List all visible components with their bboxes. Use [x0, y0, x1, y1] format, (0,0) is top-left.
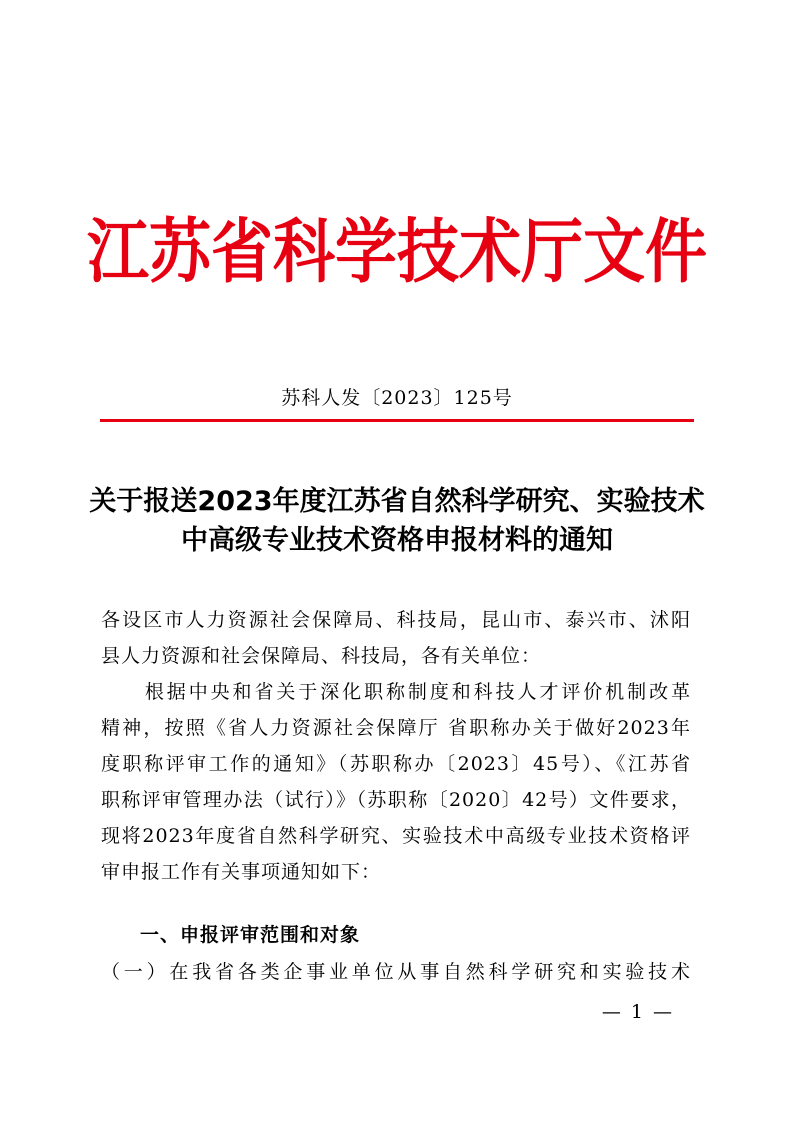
masthead-title: 江苏省科学技术厅文件: [86, 210, 707, 293]
salutation-line-2: 县人力资源和社会保障局、科技局，各有关单位：: [101, 645, 542, 667]
body-line-3: 度职称评审工作的通知》（苏职称办〔2023〕45号）、《江苏省: [101, 753, 691, 775]
notice-title: [80, 482, 714, 560]
salutation-line-1: 各设区市人力资源社会保障局、科技局，昆山市、泰兴市、沭阳: [101, 609, 691, 631]
section-line-1: （一）在我省各类企事业单位从事自然科学研究和实验技术: [101, 961, 691, 983]
section-heading: 一、申报评审范围和对象: [140, 924, 361, 946]
body-line-6: 审申报工作有关事项通知如下：: [101, 861, 382, 883]
red-separator-line: [100, 419, 694, 422]
title-line-2: 中高级专业技术资格申报材料的通知: [181, 525, 613, 556]
body-line-1: 根据中央和省关于深化职称制度和科技人才评价机制改革: [101, 681, 691, 703]
body-line-2: 精神，按照《省人力资源社会保障厅 省职称办关于做好2023年: [101, 717, 691, 739]
body-line-5: 现将2023年度省自然科学研究、实验技术中高级专业技术资格评: [101, 825, 691, 847]
body-paragraph: [101, 674, 691, 890]
section-paragraph: [101, 954, 691, 990]
page-number: — 1 —: [601, 1001, 674, 1023]
salutation: [101, 602, 691, 674]
document-number: 苏科人发〔2023〕125号: [281, 387, 513, 409]
title-line-1: 关于报送2023年度江苏省自然科学研究、实验技术: [89, 486, 705, 517]
body-line-4: 职称评审管理办法（试行）》（苏职称〔2020〕42号）文件要求，: [101, 789, 691, 811]
